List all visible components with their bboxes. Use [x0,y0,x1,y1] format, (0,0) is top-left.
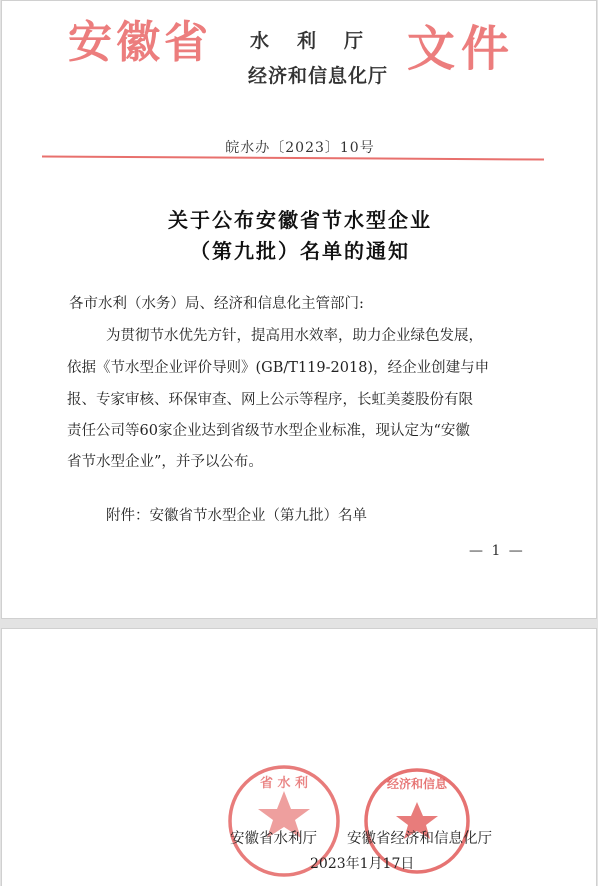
attachment-note: 附件：安徽省节水型企业（第九批）名单 [106,508,367,524]
svg-text:经济和信息: 经济和信息 [386,777,448,791]
svg-text:省 水 利: 省 水 利 [259,776,309,791]
signature-economy-dept: 安徽省经济和信息化厅 [347,831,492,847]
document-page-1 [1,0,597,619]
paragraph-line: 报、专家审核、环保审查、网上公示等程序，长虹美菱股份有限 [67,392,473,408]
salutation: 各市水利（水务）局、经济和信息化主管部门: [69,296,364,312]
page-number: — 1 — [469,543,525,559]
document-title-line1: 关于公布安徽省节水型企业 [168,208,432,232]
paragraph-line: 依据《节水型企业评价导则》(GB/T119-2018)，经企业创建与申 [67,360,490,376]
paragraph-line: 责任公司等60家企业达到省级节水型企业标准，现认定为“安徽 [67,423,470,439]
signature-date: 2023年1月17日 [310,856,415,872]
paragraph-line: 为贯彻节水优先方针，提高用水效率，助力企业绿色发展， [106,328,483,344]
header-doc-word: 文件 [407,21,516,77]
paragraph-line: 省节水型企业”，并予以公布。 [67,454,263,470]
document-number: 皖水办〔2023〕10号 [225,140,375,156]
header-province: 安徽省 [68,17,212,68]
header-dept-economy: 经济和信息化厅 [248,65,389,87]
signature-water-dept: 安徽省水利厅 [230,831,317,847]
document-title-line2: （第九批）名单的通知 [190,239,410,263]
header-dept-water: 水利厅 [250,30,392,52]
